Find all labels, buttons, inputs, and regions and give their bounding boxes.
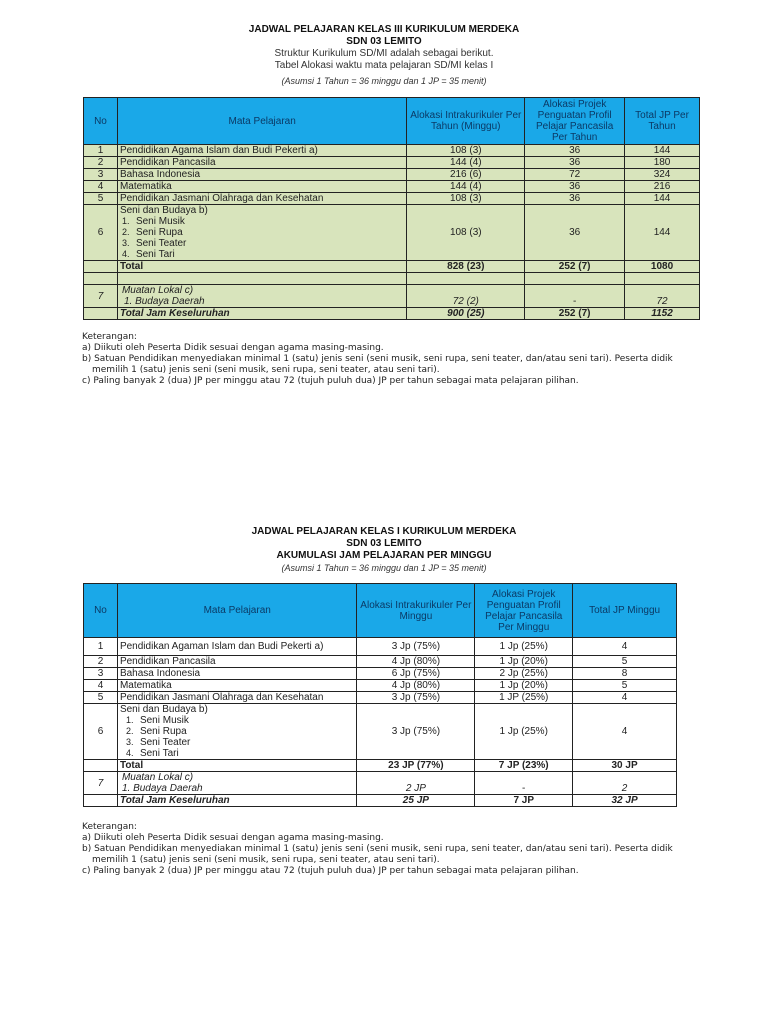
section1-header [0,24,768,87]
cell-intra: 216 (6) [407,169,525,181]
total-label: Total [117,261,406,273]
section2-subtitle: AKUMULASI JAM PELAJARAN PER MINGGU [276,550,492,561]
cell-subject: Pendidikan Jasmani Olahraga dan Kesehatan [117,692,357,704]
cell-total: 5 [573,656,677,668]
cell-total: 144 [625,145,700,157]
section2-notes [82,822,742,877]
cell-no: 1 [84,638,118,656]
cell-no: 2 [84,157,118,169]
total-intra: 23 JP (77%) [357,760,475,772]
cell-intra: 144 (4) [407,157,525,169]
total-total: 30 JP [573,760,677,772]
total-total: 1080 [625,261,700,273]
list-item: 2. Seni Rupa [125,726,187,737]
note-b-cont: memilih 1 (satu) jenis seni (seni musik, seni rupa, seni teater, atau seni tari). [92,365,440,375]
local-label: Muatan Lokal c) [121,772,194,783]
cell-subject: Pendidikan Jasmani Olahraga dan Kesehatan [117,193,406,205]
grand-total-label: Total Jam Keseluruhan [117,795,357,807]
list-item: 1. Seni Musik [121,216,185,227]
cell-intra: 144 (4) [407,181,525,193]
table-row-seni [84,205,700,261]
header-total: Total JP Per Tahun [625,98,700,145]
cell-total: 5 [573,680,677,692]
cell-no: 3 [84,169,118,181]
cell-p5: 1 JP (25%) [475,692,573,704]
cell-intra: 108 (3) [407,193,525,205]
local-p5: - [525,285,625,308]
cell-total: 144 [625,205,700,261]
local-intra: 2 JP [357,772,475,795]
note-b: b) Satuan Pendidikan menyediakan minimal 1 (satu) jenis seni (seni musik, seni rupa, seni teater, dan/atau seni tari). Peserta didik [82,844,673,854]
local-item: 1. Budaya Daerah [121,783,203,794]
header-intra: Alokasi Intrakurikuler Per Tahun (Minggu) [407,98,525,145]
section2-assumption: (Asumsi 1 Tahun = 36 minggu dan 1 JP = 35 menit) [281,563,487,573]
list-item: 1. Seni Musik [125,715,189,726]
grand-total-intra: 25 JP [357,795,475,807]
grand-total-label: Total Jam Keseluruhan [117,308,406,320]
grand-total-total: 1152 [625,308,700,320]
table-row [84,145,700,157]
cell-subject-seni [117,704,357,760]
grand-total-intra: 900 (25) [407,308,525,320]
total-intra: 828 (23) [407,261,525,273]
grand-total-total: 32 JP [573,795,677,807]
list-item: 4. Seni Tari [125,748,179,759]
cell-intra: 4 Jp (80%) [357,680,475,692]
note-b: b) Satuan Pendidikan menyediakan minimal 1 (satu) jenis seni (seni musik, seni rupa, seni teater, dan/atau seni tari). Peserta didik [82,354,673,364]
table-row [84,193,700,205]
local-item: 1. Budaya Daerah [123,296,205,307]
section2-header [0,526,768,574]
cell-total: 4 [573,692,677,704]
cell-total: 4 [573,638,677,656]
cell-total: 8 [573,668,677,680]
grand-total-row [84,308,700,320]
local-row [84,772,677,795]
cell-intra: 3 Jp (75%) [357,692,475,704]
table-row-seni [84,704,677,760]
header-intra: Alokasi Intrakurikuler Per Minggu [357,584,475,638]
list-item: 4. Seni Tari [121,249,175,260]
local-total: 72 [625,285,700,308]
cell-subject: Pendidikan Agaman Islam dan Budi Pekerti a) [117,638,357,656]
table-row [84,656,677,668]
cell-p5: 72 [525,169,625,181]
table-row [84,680,677,692]
seni-label: Seni dan Budaya b) [119,205,208,216]
table-header-row [84,584,677,638]
cell-intra: 3 Jp (75%) [357,704,475,760]
cell-p5: 36 [525,181,625,193]
table-kelas-i [83,583,677,807]
section1-subtitle2: Tabel Alokasi waktu mata pelajaran SD/MI kelas I [274,60,494,71]
section1-title: JADWAL PELAJARAN KELAS III KURIKULUM MERDEKA [248,24,520,35]
table-row [84,692,677,704]
cell-intra: 108 (3) [407,145,525,157]
seni-list [120,216,404,260]
table-row [84,169,700,181]
cell-p5: 36 [525,193,625,205]
section2-school: SDN 03 LEMITO [346,538,422,549]
local-total: 2 [573,772,677,795]
header-p5: Alokasi Projek Penguatan Profil Pelajar Pancasila Per Tahun [525,98,625,145]
total-row [84,261,700,273]
list-item: 3. Seni Teater [121,238,187,249]
table-row [84,638,677,656]
cell-p5: 1 Jp (25%) [475,638,573,656]
cell-intra: 6 Jp (75%) [357,668,475,680]
total-row [84,760,677,772]
grand-total-p5: 7 JP [475,795,573,807]
cell-p5: 2 Jp (25%) [475,668,573,680]
section1-subtitle1: Struktur Kurikulum SD/MI adalah sebagai berikut. [274,48,494,59]
local-no: 7 [84,285,118,308]
table-row [84,181,700,193]
cell-p5: 36 [525,145,625,157]
total-label: Total [117,760,357,772]
note-c: c) Paling banyak 2 (dua) JP per minggu atau 72 (tujuh puluh dua) JP per tahun sebagai mata pelajaran pilihan. [82,376,579,386]
cell-intra: 4 Jp (80%) [357,656,475,668]
cell-p5: 1 Jp (25%) [475,704,573,760]
local-row [84,285,700,308]
header-no: No [84,98,118,145]
cell-total: 324 [625,169,700,181]
section2-title: JADWAL PELAJARAN KELAS I KURIKULUM MERDEKA [251,526,517,537]
local-label: Muatan Lokal c) [121,285,194,296]
cell-p5: 1 Jp (20%) [475,656,573,668]
list-item: 2. Seni Rupa [121,227,183,238]
total-p5: 252 (7) [525,261,625,273]
section1-notes [82,332,742,387]
cell-total: 216 [625,181,700,193]
section1-school: SDN 03 LEMITO [346,36,422,47]
cell-subject: Bahasa Indonesia [117,668,357,680]
header-subject: Mata Pelajaran [117,584,357,638]
cell-no: 4 [84,680,118,692]
table-header-row [84,98,700,145]
cell-subject: Bahasa Indonesia [117,169,406,181]
note-c: c) Paling banyak 2 (dua) JP per minggu atau 72 (tujuh puluh dua) JP per tahun sebagai mata pelajaran pilihan. [82,866,579,876]
grand-total-p5: 252 (7) [525,308,625,320]
cell-no: 4 [84,181,118,193]
spacer-row [84,273,700,285]
cell-subject: Matematika [117,181,406,193]
cell-no: 5 [84,193,118,205]
header-no: No [84,584,118,638]
cell-no: 1 [84,145,118,157]
local-no: 7 [84,772,118,795]
cell-p5: 36 [525,157,625,169]
cell-subject: Pendidikan Pancasila [117,656,357,668]
cell-total: 144 [625,193,700,205]
section1-assumption: (Asumsi 1 Tahun = 36 minggu dan 1 JP = 35 menit) [281,76,487,86]
local-p5: - [475,772,573,795]
table-kelas-iii [83,97,700,320]
cell-intra: 108 (3) [407,205,525,261]
cell-no: 2 [84,656,118,668]
header-subject: Mata Pelajaran [117,98,406,145]
cell-intra: 3 Jp (75%) [357,638,475,656]
cell-subject: Pendidikan Agama Islam dan Budi Pekerti a) [117,145,406,157]
cell-no: 6 [84,704,118,760]
header-total: Total JP Minggu [573,584,677,638]
local-subject [117,285,406,308]
table-row [84,668,677,680]
total-p5: 7 JP (23%) [475,760,573,772]
cell-subject-seni [117,205,406,261]
notes-heading: Keterangan: [82,332,137,342]
cell-no: 6 [84,205,118,261]
grand-total-row [84,795,677,807]
header-p5: Alokasi Projek Penguatan Profil Pelajar Pancasila Per Minggu [475,584,573,638]
note-b-cont: memilih 1 (satu) jenis seni (seni musik, seni rupa, seni teater, atau seni tari). [92,855,440,865]
cell-p5: 1 Jp (20%) [475,680,573,692]
list-item: 3. Seni Teater [125,737,191,748]
cell-subject: Matematika [117,680,357,692]
notes-heading: Keterangan: [82,822,137,832]
cell-total: 4 [573,704,677,760]
cell-p5: 36 [525,205,625,261]
local-intra: 72 (2) [407,285,525,308]
note-a: a) Diikuti oleh Peserta Didik sesuai dengan agama masing-masing. [82,343,384,353]
cell-no: 5 [84,692,118,704]
table-row [84,157,700,169]
note-a: a) Diikuti oleh Peserta Didik sesuai dengan agama masing-masing. [82,833,384,843]
cell-total: 180 [625,157,700,169]
cell-no: 3 [84,668,118,680]
local-subject [117,772,357,795]
cell-subject: Pendidikan Pancasila [117,157,406,169]
seni-list [120,715,355,759]
seni-label: Seni dan Budaya b) [119,704,208,715]
